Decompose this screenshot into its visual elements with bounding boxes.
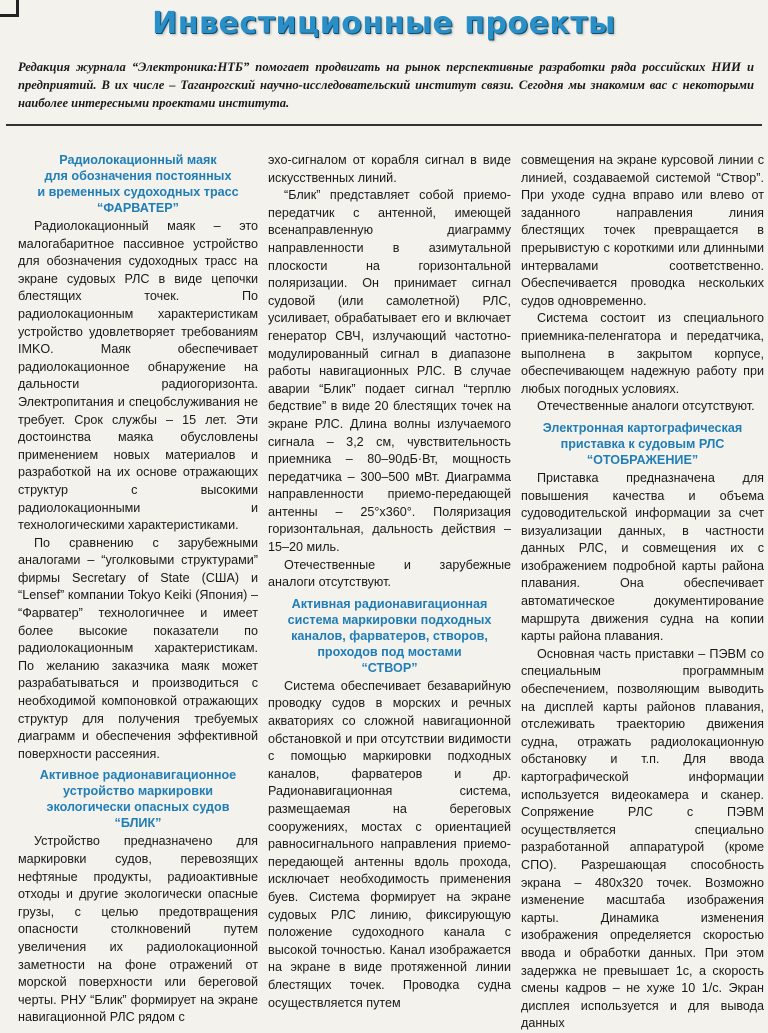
- paragraph-continued: совмещения на экране курсовой линии с линией, создаваемой системой “Створ”. При уходе судна вправо или влево от заданного направления линия блестящих точек превращается в прерывистую с короткими или длинными интервалами соответственно. Обеспечивается проводка нескольких судов одновременно.: [521, 153, 764, 308]
- section-heading: [521, 420, 764, 468]
- column-3: [521, 152, 764, 1031]
- section-heading-line: “ОТОБРАЖЕНИЕ”: [586, 452, 699, 467]
- section-heading: [268, 596, 511, 676]
- paragraph: Отечественные и зарубежные аналоги отсутствуют.: [268, 557, 511, 590]
- section-heading-line: Активная радионавигационная: [291, 596, 488, 611]
- section-heading-line: “БЛИК”: [114, 816, 162, 831]
- section-heading-line: “ФАРВАТЕР”: [97, 201, 179, 215]
- section-heading-line: Радиолокационный маяк: [59, 153, 217, 167]
- section-heading-line: Электронная картографическая: [542, 420, 743, 435]
- article-columns: [18, 152, 766, 1031]
- section-heading-line: проходов под мостами: [317, 644, 462, 659]
- section-heading-line: приставка к судовым РЛС: [560, 436, 725, 451]
- section-heading-line: каналов, фарватеров, створов,: [291, 628, 488, 643]
- paragraph: Система обеспечивает безаварийную проводку судов в морских и речных акваториях со сложной навигационной обстановкой и при отсутствии видимости с помощью маркировки подходных каналов, фарватеров и др. Радионавигационная система, размещаемая на береговых сооружениях, мостах с ориентацией равносигнального направления приемо-передающей антенны вдоль прохода, исключает необходимость применения буев. Система формирует на экране судовых РЛС линию, фиксирующую положение судоходного канала с высокой точностью. Канал изображается на экране в виде протяженной линии блестящих точек. Проводка судна осуществляется путем: [268, 678, 511, 1010]
- section-heading-line: система маркировки подходных: [287, 612, 492, 627]
- paragraph: Приставка предназначена для повышения качества и объема судоводительской информации за счет визуализации данных, в частности данных РЛС, и совмещения их с изображением подробной карты района плавания. Она обеспечивает автоматическое документирование маршрута движения судна на копии карты района плавания.: [521, 470, 764, 644]
- paragraph: Устройство предназначено для маркировки судов, перевозящих нефтяные продукты, радиоактивные отходы и другие экологически опасные грузы, с целью предотвращения опасности столкновений путем увеличения их радиолокационной заметности на фоне отражений от морской поверхности или береговой черты. РНУ “Блик” формирует на экране навигационной РЛС рядом с: [18, 834, 258, 1025]
- paragraph: По сравнению с зарубежными аналогами – “уголковыми структурами” фирмы Secretary of State (США) и “Lensef” компании Tokyo Keiki (Япония) – “Фарватер” технологичнее и имеет более высокие показатели по радиолокационным характеристикам. По желанию заказчика маяк может разрабатываться и производиться с необходимой компоновкой отражающих структур для получения требуемых диаграмм и обеспечения эффективной поверхности рассеяния.: [18, 535, 258, 761]
- paragraph: Основная часть приставки – ПЭВМ со специальным программным обеспечением, позволяющим выводить на дисплей карты районов плавания, отслеживать траекторию движения судна, отражать радиолокационную обстановку и т.п. Для ввода картографической информации используется видеокамера и сканер. Сопряжение РЛС с ПЭВМ осуществляется специально разработанной аппаратурой (кроме СПО). Разрешающая способность экрана – 480х320 точек. Возможно изменение масштаба изображения карты. Динамика изменения изображения определяется скоростью ввода и обработки данных. При этом задержка не превышает 1с, а скорость смены кадров – не хуже 10 1/с. Экран дисплея используется и для вывода данных: [521, 646, 764, 1031]
- paragraph: Система состоит из специального приемника-пеленгатора и передатчика, выполнена в закрытом корпусе, обеспечивающем надежную работу при любых погодных условиях.: [521, 311, 764, 396]
- section-heading-line: Активное радионавигационное: [39, 768, 237, 783]
- paragraph: “Блик” представляет собой приемо-передатчик с антенной, имеющей всенаправленную диаграмму направленности в азимутальной плоскости на горизонтальной поляризации. Он принимает сигнал судовой (или самолетной) РЛС, усиливает, обрабатывает его и включает генератор СВЧ, излучающий частотно-модулированный сигнал в диапазоне работы навигационных РЛС. В случае аварии “Блик” подает сигнал “терплю бедствие” в виде 20 блестящих точек на экране РЛС. Длина волны излучаемого сигнала – 3,2 см, чувствительность приемника – 80–90дБ·Вт, мощность передатчика – 300–500 мВт. Диаграмма направленности приемо-передающей антенны – 25°х360°. Поляризация горизонтальная, дальность действия – 15–20 миль.: [268, 188, 511, 555]
- section-heading-line: устройство маркировки: [63, 784, 213, 799]
- section-heading-line: “СТВОР”: [361, 660, 418, 675]
- lead-paragraph: Редакция журнала “Электроника:НТБ” помогает продвигать на рынок перспективные разработки ряда российских НИИ и предприятий. В их числе – Таганрогский научно-исследовательский институт связи. Сегодня мы знакомим вас с некоторыми наиболее интересными проектами института.: [18, 60, 754, 110]
- column-1: [18, 152, 258, 1025]
- page-title: Инвестиционные проекты: [152, 6, 616, 41]
- paragraph-continued: эхо-сигналом от корабля сигнал в виде искусственных линий.: [268, 153, 511, 185]
- section-heading: [18, 152, 258, 216]
- section-heading-line: экологически опасных судов: [46, 800, 230, 815]
- header-divider: [6, 124, 762, 126]
- section-heading-line: и временных судоходных трасс: [37, 185, 239, 199]
- paragraph: Отечественные аналоги отсутствуют.: [537, 399, 755, 414]
- section-heading: [18, 767, 258, 831]
- paragraph: Радиолокационный маяк – это малогабаритное пассивное устройство для обозначения судоходных трасс на экране судовых РЛС в виде цепочки блестящих точек. По радиолокационным характеристикам устройство удовлетворяет требованиям IMKO. Маяк обеспечивает радиолокационное обнаружение на дальности радиогоризонта. Электропитания и спецобслуживания не требует. Срок службы – 15 лет. Эти достоинства маяка обусловлены применением новых материалов и разработкой на их основе отражающих структур с высокими радиолокационными и технологическими характеристиками.: [18, 219, 258, 533]
- column-2: [268, 152, 511, 1021]
- section-heading-line: для обозначения постоянных: [44, 169, 232, 183]
